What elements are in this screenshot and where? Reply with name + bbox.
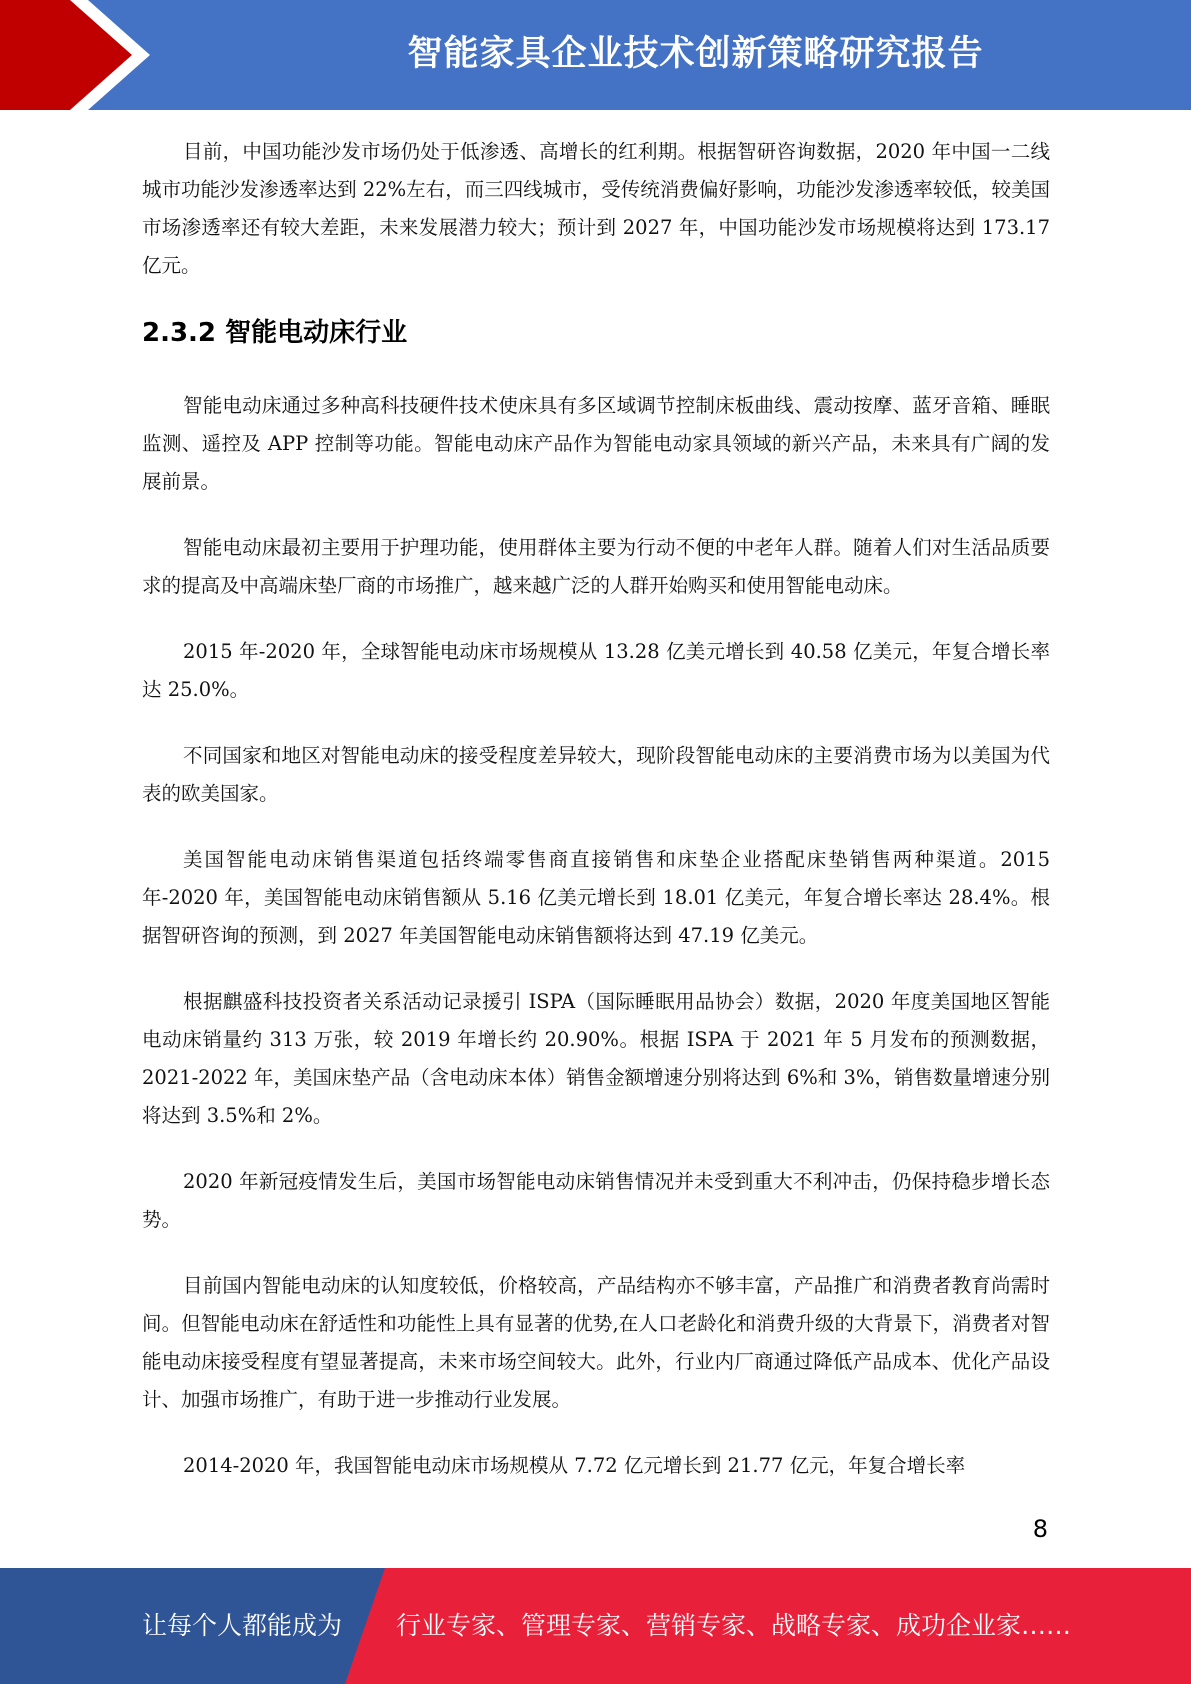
paragraph: 美国智能电动床销售渠道包括终端零售商直接销售和床垫企业搭配床垫销售两种渠道。2015 年-2020 年，美国智能电动床销售额从 5.16 亿美元增长到 18.01 亿美元，年复合增长率达 28.4%。根据智研咨询的预测，到 2027 年美国智能电动床销售额将达到 47.19 亿美元。 bbox=[142, 848, 1050, 947]
document-title: 智能家具企业技术创新策略研究报告 bbox=[407, 34, 984, 74]
page-footer bbox=[0, 1568, 1191, 1684]
page-header bbox=[0, 0, 1191, 110]
paragraph: 目前国内智能电动床的认知度较低，价格较高，产品结构亦不够丰富，产品推广和消费者教育尚需时间。但智能电动床在舒适性和功能性上具有显著的优势,在人口老龄化和消费升级的大背景下，消费者对智能电动床接受程度有望显著提高，未来市场空间较大。此外，行业内厂商通过降低产品成本、优化产品设计、加强市场推广，有助于进一步推动行业发展。 bbox=[142, 1274, 1050, 1411]
footer-slogan-left: 让每个人都能成为 bbox=[142, 1611, 343, 1640]
paragraph: 2020 年新冠疫情发生后，美国市场智能电动床销售情况并未受到重大不利冲击，仍保持稳步增长态势。 bbox=[142, 1170, 1050, 1231]
paragraph: 2015 年-2020 年，全球智能电动床市场规模从 13.28 亿美元增长到 40.58 亿美元，年复合增长率达 25.0%。 bbox=[142, 640, 1050, 701]
paragraph: 根据麒盛科技投资者关系活动记录援引 ISPA（国际睡眠用品协会）数据，2020 年度美国地区智能电动床销量约 313 万张，较 2019 年增长约 20.90%。根据 ISPA 于 2021 年 5 月发布的预测数据，2021-2022 年，美国床垫产品（含电动床本体）销售金额增速分别将达到 6%和 3%，销售数量增速分别将达到 3.5%和 2%。 bbox=[142, 990, 1050, 1127]
paragraph: 不同国家和地区对智能电动床的接受程度差异较大，现阶段智能电动床的主要消费市场为以美国为代表的欧美国家。 bbox=[142, 744, 1050, 805]
page-content bbox=[142, 133, 1050, 1485]
section-heading: 2.3.2 智能电动床行业 bbox=[142, 318, 408, 348]
footer-slogan-right: 行业专家、管理专家、营销专家、战略专家、成功企业家…… bbox=[396, 1611, 1072, 1640]
paragraph: 智能电动床最初主要用于护理功能，使用群体主要为行动不便的中老年人群。随着人们对生活品质要求的提高及中高端床垫厂商的市场推广，越来越广泛的人群开始购买和使用智能电动床。 bbox=[142, 536, 1050, 597]
paragraph: 目前，中国功能沙发市场仍处于低渗透、高增长的红利期。根据智研咨询数据，2020 年中国一二线城市功能沙发渗透率达到 22%左右，而三四线城市，受传统消费偏好影响，功能沙发渗透率较低，较美国市场渗透率还有较大差距，未来发展潜力较大；预计到 2027 年，中国功能沙发市场规模将达到 173.17 亿元。 bbox=[142, 140, 1050, 277]
paragraph: 2014-2020 年，我国智能电动床市场规模从 7.72 亿元增长到 21.77 亿元，年复合增长率 bbox=[183, 1454, 966, 1477]
page-number: 8 bbox=[1032, 1515, 1048, 1543]
paragraph: 智能电动床通过多种高科技硬件技术使床具有多区域调节控制床板曲线、震动按摩、蓝牙音箱、睡眠监测、遥控及 APP 控制等功能。智能电动床产品作为智能电动家具领域的新兴产品，未来具有广阔的发展前景。 bbox=[142, 394, 1050, 493]
